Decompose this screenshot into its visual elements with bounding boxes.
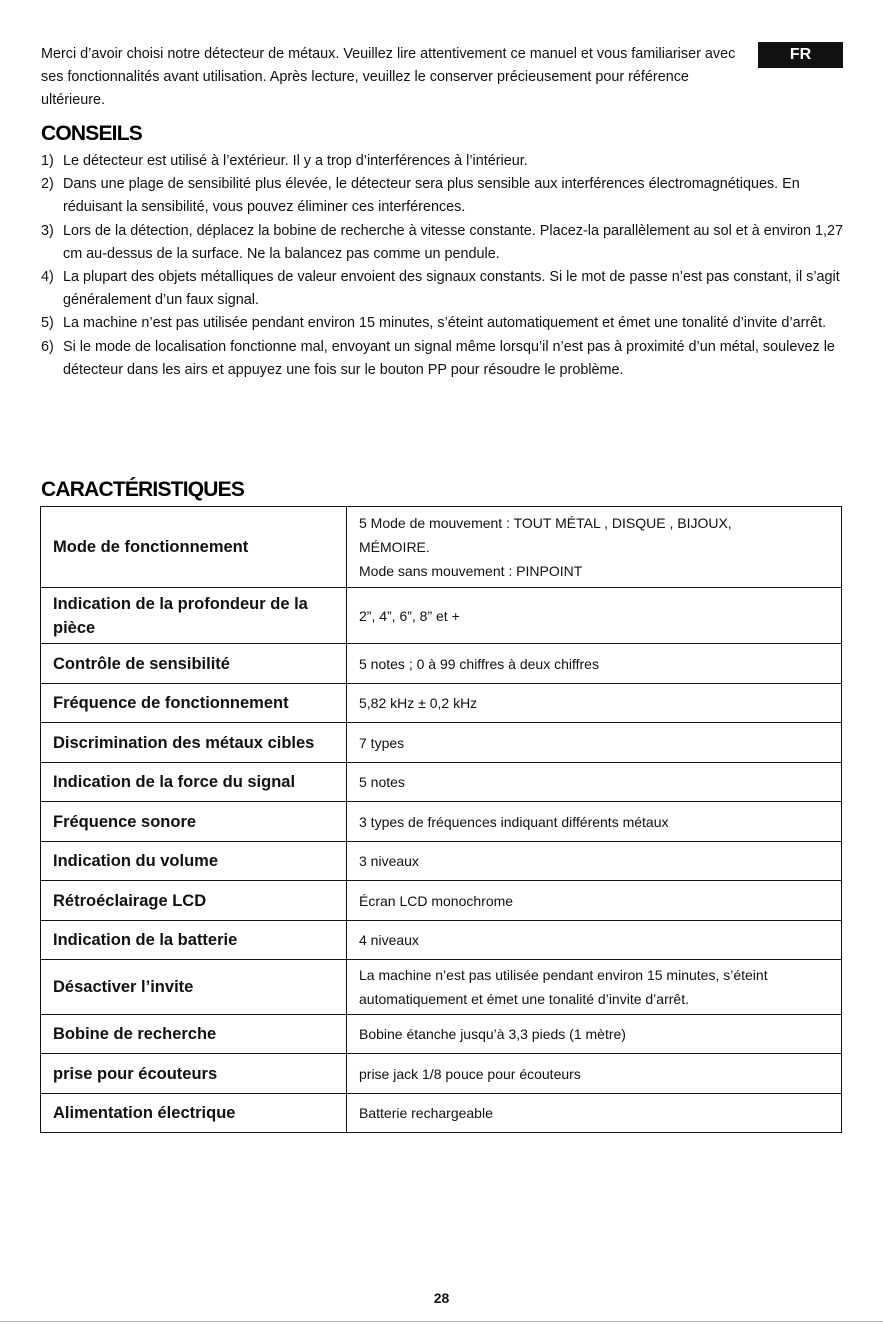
spec-label: Indication du volume <box>41 842 347 881</box>
spec-label: Mode de fonctionnement <box>41 507 347 588</box>
table-row <box>41 881 842 921</box>
tip-text: Dans une plage de sensibilité plus élevée, le détecteur sera plus sensible aux interférences électromagnétiques. En réduisant la sensibilité, vous pouvez éliminer ces interférences. <box>63 176 800 216</box>
tip-number: 4) <box>41 269 54 286</box>
spec-value <box>347 881 842 921</box>
spec-label: prise pour écouteurs <box>41 1054 347 1094</box>
table-row <box>41 684 842 723</box>
spec-value-line: prise jack 1/8 pouce pour écouteurs <box>359 1065 581 1082</box>
spec-value <box>347 588 842 644</box>
spec-value <box>347 644 842 684</box>
spec-label: Désactiver l’invite <box>41 960 347 1015</box>
spec-value-line: Bobine étanche jusqu’à 3,3 pieds (1 mètre) <box>359 1026 626 1042</box>
tip-text: Si le mode de localisation fonctionne mal, envoyant un signal même lorsqu’il n’est pas à proximité d’un métal, soulevez le détecteur dans les airs et appuyez une fois sur le bouton PP pour résoudre le problème. <box>63 338 835 378</box>
tip-number: 2) <box>41 176 54 193</box>
spec-value-line: Mode sans mouvement : PINPOINT <box>359 563 583 579</box>
spec-value <box>347 763 842 802</box>
list-item <box>41 150 846 173</box>
spec-label: Indication de la force du signal <box>41 763 347 802</box>
list-item <box>41 266 846 312</box>
spec-label: Contrôle de sensibilité <box>41 644 347 684</box>
table-row <box>41 1015 842 1054</box>
spec-value-line: 5 notes <box>359 774 405 790</box>
spec-value-line: 3 niveaux <box>359 853 419 869</box>
spec-value <box>347 1094 842 1133</box>
spec-value <box>347 1015 842 1054</box>
spec-value-line: La machine n’est pas utilisée pendant environ 15 minutes, s’éteint <box>359 967 768 983</box>
spec-label: Indication de la profondeur de la pièce <box>41 588 347 644</box>
spec-label: Fréquence sonore <box>41 802 347 842</box>
table-row <box>41 507 842 588</box>
tips-list <box>41 150 846 382</box>
spec-label: Discrimination des métaux cibles <box>41 723 347 763</box>
tip-number: 1) <box>41 153 54 169</box>
spec-value-line: 7 types <box>359 734 405 751</box>
bottom-divider <box>0 1321 883 1322</box>
list-item <box>41 312 846 335</box>
table-row <box>41 588 842 644</box>
spec-value-line: 5 Mode de mouvement : TOUT MÉTAL , DISQUE , BIJOUX, <box>359 515 732 531</box>
tips-heading: CONSEILS <box>41 122 142 145</box>
spec-value-line: 5,82 kHz ± 0,2 kHz <box>359 695 478 711</box>
spec-value-line: Écran LCD monochrome <box>359 892 514 909</box>
spec-value-line: automatiquement et émet une tonalité d’invite d’arrêt. <box>359 991 689 1007</box>
specs-table <box>40 506 842 1133</box>
table-row <box>41 723 842 763</box>
tip-text: La plupart des objets métalliques de valeur envoient des signaux constants. Si le mot de passe n’est pas constant, il s’agit généralement d’un faux signal. <box>63 269 840 309</box>
list-item <box>41 173 846 219</box>
tip-text: La machine n’est pas utilisée pendant environ 15 minutes, s’éteint automatiquement et émet une tonalité d’invite d’arrêt. <box>63 315 827 332</box>
table-row <box>41 763 842 802</box>
page-number: 28 <box>433 1290 450 1306</box>
spec-value <box>347 960 842 1015</box>
list-item <box>41 220 846 266</box>
spec-value-line: 4 niveaux <box>359 932 419 948</box>
spec-value <box>347 723 842 763</box>
spec-value <box>347 1054 842 1094</box>
tip-text: Le détecteur est utilisé à l’extérieur. Il y a trop d’interférences à l’intérieur. <box>63 153 528 169</box>
spec-value-line: 3 types de fréquences indiquant différents métaux <box>359 813 669 830</box>
spec-label: Fréquence de fonctionnement <box>41 684 347 723</box>
spec-value <box>347 802 842 842</box>
table-row <box>41 842 842 881</box>
table-row <box>41 921 842 960</box>
spec-label: Rétroéclairage LCD <box>41 881 347 921</box>
tip-number: 6) <box>41 338 54 355</box>
table-row <box>41 1094 842 1133</box>
language-badge: FR <box>758 42 843 68</box>
spec-value <box>347 842 842 881</box>
spec-value-line: 5 notes ; 0 à 99 chiffres à deux chiffres <box>359 655 599 672</box>
table-row <box>41 960 842 1015</box>
spec-value <box>347 921 842 960</box>
table-row <box>41 644 842 684</box>
table-row <box>41 1054 842 1094</box>
spec-value-line: MÉMOIRE. <box>359 539 430 555</box>
specs-heading: CARACTÉRISTIQUES <box>41 478 245 501</box>
intro-paragraph: Merci d’avoir choisi notre détecteur de métaux. Veuillez lire attentivement ce manuel et vous familiariser avec ses fonctionnalités avant utilisation. Après lecture, veuillez le conserver précieusement pour référence ultérieure. <box>41 46 736 108</box>
spec-value-line: 2”, 4”, 6”, 8” et + <box>359 607 460 624</box>
spec-value-line: Batterie rechargeable <box>359 1105 493 1121</box>
spec-value <box>347 684 842 723</box>
tip-number: 3) <box>41 222 54 239</box>
tip-text: Lors de la détection, déplacez la bobine de recherche à vitesse constante. Placez-la parallèlement au sol et à environ 1,27 cm au-dessus de la surface. Ne la balancez pas comme un pendule. <box>63 222 843 262</box>
spec-label: Alimentation électrique <box>41 1094 347 1133</box>
spec-label: Indication de la batterie <box>41 921 347 960</box>
spec-value <box>347 507 842 588</box>
table-row <box>41 802 842 842</box>
list-item <box>41 336 846 382</box>
tip-number: 5) <box>41 315 54 332</box>
spec-label: Bobine de recherche <box>41 1015 347 1054</box>
